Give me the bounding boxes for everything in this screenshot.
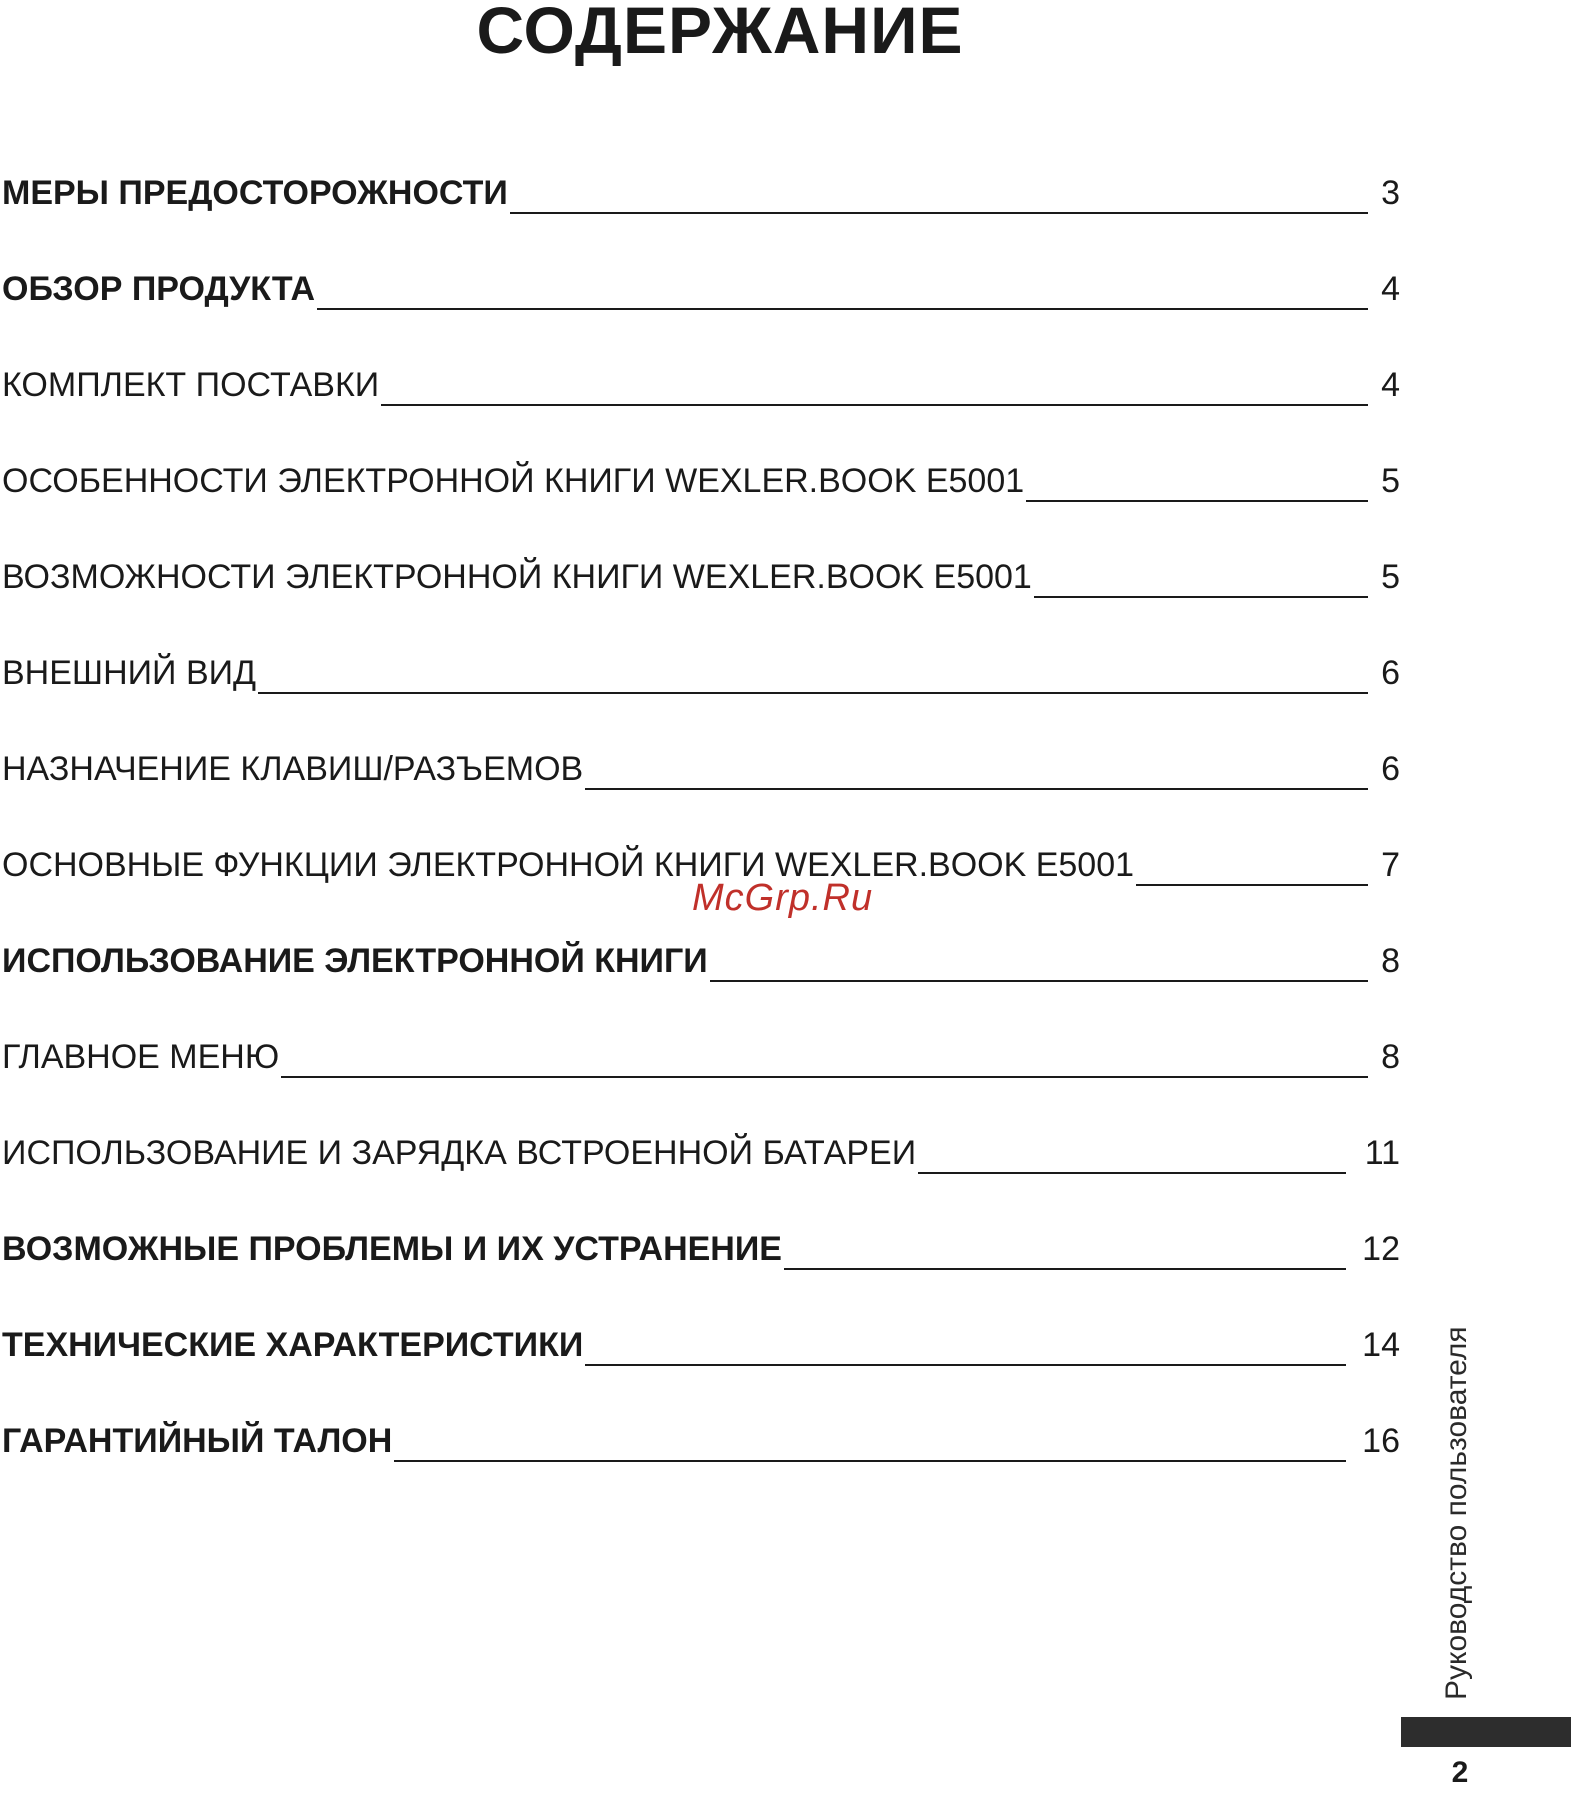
toc-entry-page: 6 xyxy=(1381,654,1400,692)
toc-entry-label: ОСОБЕННОСТИ ЭЛЕКТРОННОЙ КНИГИ WEXLER.BOOK E5001 xyxy=(2,462,1025,500)
toc-entry-label: ВНЕШНИЙ ВИД xyxy=(2,654,257,692)
toc-leader-line xyxy=(394,1460,1346,1462)
toc-entry[interactable] xyxy=(0,1130,1400,1180)
toc-entry[interactable] xyxy=(0,1226,1400,1276)
toc-leader-line xyxy=(1136,884,1368,886)
page-number: 2 xyxy=(1451,1756,1469,1789)
toc-entry-page: 14 xyxy=(1362,1326,1400,1364)
toc-leader-line xyxy=(281,1076,1368,1078)
toc-entry-label: ОБЗОР ПРОДУКТА xyxy=(2,270,316,308)
side-caption: Руководство пользователя xyxy=(1440,1326,1473,1700)
toc-entry[interactable] xyxy=(0,1322,1400,1372)
toc-entry-page: 4 xyxy=(1381,270,1400,308)
toc-leader-line xyxy=(918,1172,1346,1174)
toc-leader-line xyxy=(1026,500,1368,502)
toc-leader-line xyxy=(381,404,1368,406)
watermark: McGrp.Ru xyxy=(692,877,874,919)
toc-entry-page: 7 xyxy=(1381,846,1400,884)
toc-entry-page: 12 xyxy=(1362,1230,1400,1268)
toc-entry-label: ВОЗМОЖНОСТИ ЭЛЕКТРОННОЙ КНИГИ WEXLER.BOOK E5001 xyxy=(2,558,1032,596)
toc-entry-label: ГЛАВНОЕ МЕНЮ xyxy=(2,1038,280,1076)
toc-entry-label: ИСПОЛЬЗОВАНИЕ И ЗАРЯДКА ВСТРОЕННОЙ БАТАРЕИ xyxy=(2,1134,917,1172)
toc-entry-label: ИСПОЛЬЗОВАНИЕ ЭЛЕКТРОННОЙ КНИГИ xyxy=(2,942,708,980)
toc-entry[interactable] xyxy=(0,266,1400,316)
toc-entry-label: ТЕХНИЧЕСКИЕ ХАРАКТЕРИСТИКИ xyxy=(2,1326,584,1364)
toc-leader-line xyxy=(585,1364,1346,1366)
toc-entry-page: 16 xyxy=(1362,1422,1400,1460)
toc-entry-label: НАЗНАЧЕНИЕ КЛАВИШ/РАЗЪЕМОВ xyxy=(2,750,584,788)
toc-entry-label: ВОЗМОЖНЫЕ ПРОБЛЕМЫ И ИХ УСТРАНЕНИЕ xyxy=(2,1230,782,1268)
toc-entry[interactable] xyxy=(0,458,1400,508)
toc-entry-page: 5 xyxy=(1381,462,1400,500)
toc-entry-label: МЕРЫ ПРЕДОСТОРОЖНОСТИ xyxy=(2,174,508,212)
toc-entry-page: 6 xyxy=(1381,750,1400,788)
toc-entry[interactable] xyxy=(0,554,1400,604)
toc-entry[interactable] xyxy=(0,1034,1400,1084)
toc-entry-page: 11 xyxy=(1364,1134,1400,1172)
toc-entry-page: 5 xyxy=(1381,558,1400,596)
toc-entry-label: ГАРАНТИЙНЫЙ ТАЛОН xyxy=(2,1422,393,1460)
toc-entry[interactable] xyxy=(0,650,1400,700)
toc-leader-line xyxy=(784,1268,1346,1270)
toc-leader-line xyxy=(258,692,1368,694)
toc-leader-line xyxy=(585,788,1368,790)
toc-leader-line xyxy=(510,212,1368,214)
toc-leader-line xyxy=(317,308,1368,310)
toc-entry-label: КОМПЛЕКТ ПОСТАВКИ xyxy=(2,366,380,404)
toc-entry[interactable] xyxy=(0,362,1400,412)
toc-entry-page: 8 xyxy=(1381,942,1400,980)
toc-entry-page: 3 xyxy=(1381,174,1400,212)
page-title: СОДЕРЖАНИЕ xyxy=(476,0,964,67)
toc-entry-label: ОСНОВНЫЕ ФУНКЦИИ ЭЛЕКТРОННОЙ КНИГИ WEXLER.BOOK E5001 xyxy=(2,846,1135,884)
toc-leader-line xyxy=(1034,596,1368,598)
toc-entry[interactable] xyxy=(0,1418,1400,1468)
toc-entry[interactable] xyxy=(0,746,1400,796)
toc-entry[interactable] xyxy=(0,938,1400,988)
toc-entry-page: 8 xyxy=(1381,1038,1400,1076)
side-bar xyxy=(1401,1717,1571,1747)
toc-entry[interactable] xyxy=(0,170,1400,220)
toc-leader-line xyxy=(710,980,1368,982)
toc-entry-page: 4 xyxy=(1381,366,1400,404)
